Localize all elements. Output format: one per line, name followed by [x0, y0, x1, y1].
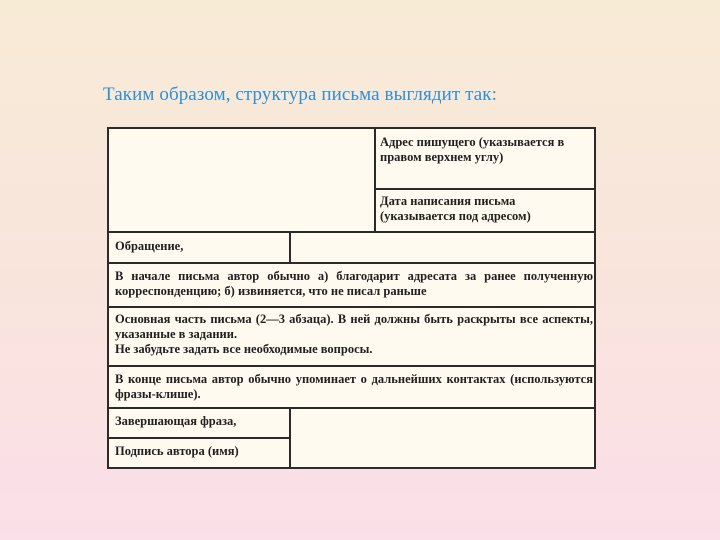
opening-paragraph-cell: В начале письма автор обычно а) благодарит адресата за ранее полученную корреспонденцию; б) извиняется, что не писал раньше	[115, 269, 593, 298]
divider	[109, 437, 290, 439]
letter-structure-table	[107, 127, 596, 469]
main-body-text: Основная часть письма (2—3 абзаца). В ней должны быть раскрыты все аспекты, указанные в задании.	[115, 312, 593, 341]
closing-phrase-cell: Завершающая фраза,	[115, 414, 237, 428]
closing-paragraph-cell: В конце письма автор обычно упоминает о дальнейших контактах (используются фразы-клише).	[115, 372, 593, 401]
slide-heading: Таким образом, структура письма выглядит так:	[103, 84, 497, 105]
divider	[109, 407, 596, 409]
divider	[289, 231, 291, 262]
main-body-reminder: Не забудьте задать все необходимые вопросы.	[115, 342, 373, 356]
divider	[374, 129, 376, 232]
divider	[374, 188, 596, 190]
date-cell: Дата написания письма (указывается под адресом)	[380, 194, 531, 223]
greeting-cell: Обращение,	[115, 239, 184, 253]
divider	[109, 231, 596, 233]
sender-address-cell: Адрес пишущего (указывается в правом верхнем углу)	[380, 135, 565, 164]
divider	[109, 365, 596, 367]
divider	[109, 262, 596, 264]
divider	[109, 306, 596, 308]
signature-cell: Подпись автора (имя)	[115, 444, 239, 458]
main-body-cell	[115, 312, 593, 357]
